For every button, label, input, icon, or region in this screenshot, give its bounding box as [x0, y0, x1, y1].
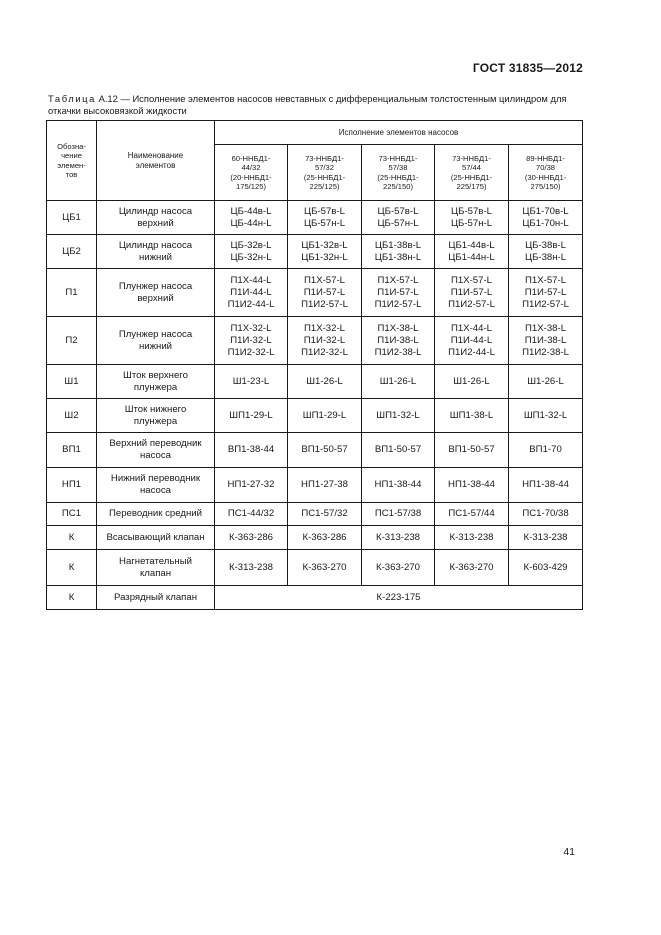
- value-cell: ЦБ-57в-L ЦБ-57н-L: [362, 201, 435, 235]
- table-row: [47, 235, 583, 269]
- table-row: [47, 503, 583, 526]
- variant-header-1: 60-ННБД1- 44/32 (20-ННБД1- 175/125): [215, 145, 288, 201]
- value-cell: П1Х-38-L П1И-38-L П1И2-38-L: [362, 317, 435, 365]
- value-cell: ШП1-29-L: [288, 399, 362, 433]
- variant-header-2: 73-ННБД1- 57/32 (25-ННБД1- 225/125): [288, 145, 362, 201]
- table-row: [47, 201, 583, 235]
- value-cell: ЦБ-57в-L ЦБ-57н-L: [288, 201, 362, 235]
- value-cell: ПС1-44/32: [215, 503, 288, 526]
- element-code: ЦБ2: [47, 235, 97, 269]
- value-cell: ВП1-50-57: [362, 433, 435, 468]
- value-cell: П1Х-57-L П1И-57-L П1И2-57-L: [362, 269, 435, 317]
- value-cell: ПС1-57/38: [362, 503, 435, 526]
- value-cell: К-313-238: [509, 526, 583, 550]
- element-code: НП1: [47, 468, 97, 503]
- value-cell: ПС1-57/44: [435, 503, 509, 526]
- element-code: Ш2: [47, 399, 97, 433]
- pump-elements-table: [46, 120, 583, 610]
- element-name: Цилиндр насоса верхний: [97, 201, 215, 235]
- element-name: Верхний переводник насоса: [97, 433, 215, 468]
- element-code: К: [47, 586, 97, 610]
- value-cell: ВП1-50-57: [288, 433, 362, 468]
- element-name: Всасывающий клапан: [97, 526, 215, 550]
- page-number: 41: [563, 846, 575, 858]
- caption-text: А.12 — Исполнение элементов насосов невставных с дифференциальным толстостенным цилиндром для откачки высоковязкой жидкости: [48, 93, 567, 116]
- table-row: [47, 399, 583, 433]
- designation-header: Обозна- чение элемен- тов: [47, 121, 97, 201]
- value-cell: К-313-238: [435, 526, 509, 550]
- value-cell: ШП1-32-L: [509, 399, 583, 433]
- value-cell: ШП1-29-L: [215, 399, 288, 433]
- table-row: [47, 269, 583, 317]
- element-name: Шток нижнего плунжера: [97, 399, 215, 433]
- element-name: Плунжер насоса нижний: [97, 317, 215, 365]
- element-name: Шток верхнего плунжера: [97, 365, 215, 399]
- table-row: [47, 550, 583, 586]
- element-code: П1: [47, 269, 97, 317]
- value-cell: К-313-238: [362, 526, 435, 550]
- element-name: Нагнетательный клапан: [97, 550, 215, 586]
- value-cell: К-313-238: [215, 550, 288, 586]
- value-cell: ЦБ-44в-L ЦБ-44н-L: [215, 201, 288, 235]
- value-cell: НП1-27-32: [215, 468, 288, 503]
- element-code: К: [47, 526, 97, 550]
- element-code: П2: [47, 317, 97, 365]
- table-caption: [48, 93, 588, 117]
- element-name: Разрядный клапан: [97, 586, 215, 610]
- value-cell: П1Х-32-L П1И-32-L П1И2-32-L: [288, 317, 362, 365]
- value-cell: НП1-38-44: [435, 468, 509, 503]
- value-cell: ЦБ-32в-L ЦБ-32н-L: [215, 235, 288, 269]
- value-cell: ШП1-32-L: [362, 399, 435, 433]
- value-cell: ВП1-70: [509, 433, 583, 468]
- value-cell: ВП1-38-44: [215, 433, 288, 468]
- table-row: [47, 468, 583, 503]
- table-row: [47, 526, 583, 550]
- value-cell: ЦБ1-70в-L ЦБ1-70н-L: [509, 201, 583, 235]
- value-cell: К-603-429: [509, 550, 583, 586]
- value-cell: П1Х-38-L П1И-38-L П1И2-38-L: [509, 317, 583, 365]
- value-cell: Ш1-23-L: [215, 365, 288, 399]
- value-cell: Ш1-26-L: [362, 365, 435, 399]
- value-cell: П1Х-32-L П1И-32-L П1И2-32-L: [215, 317, 288, 365]
- value-cell: Ш1-26-L: [435, 365, 509, 399]
- value-cell: П1Х-57-L П1И-57-L П1И2-57-L: [435, 269, 509, 317]
- value-cell: НП1-38-44: [362, 468, 435, 503]
- value-cell: П1Х-44-L П1И-44-L П1И2-44-L: [435, 317, 509, 365]
- value-cell: ЦБ-38в-L ЦБ-38н-L: [509, 235, 583, 269]
- table-row: [47, 433, 583, 468]
- variants-group-header: Исполнение элементов насосов: [215, 121, 583, 145]
- value-cell: ПС1-57/32: [288, 503, 362, 526]
- header-row-1: [47, 121, 583, 145]
- value-cell: ЦБ-57в-L ЦБ-57н-L: [435, 201, 509, 235]
- table-row: [47, 365, 583, 399]
- value-cell: ВП1-50-57: [435, 433, 509, 468]
- value-cell: НП1-27-38: [288, 468, 362, 503]
- standard-header: ГОСТ 31835—2012: [472, 61, 583, 75]
- caption-label: Таблица: [48, 93, 96, 104]
- value-cell: К-363-270: [288, 550, 362, 586]
- value-cell: П1Х-44-L П1И-44-L П1И2-44-L: [215, 269, 288, 317]
- merged-value-cell: К-223-175: [215, 586, 583, 610]
- value-cell: К-363-270: [362, 550, 435, 586]
- element-name: Цилиндр насоса нижний: [97, 235, 215, 269]
- variant-header-3: 73-ННБД1- 57/38 (25-ННБД1- 225/150): [362, 145, 435, 201]
- value-cell: П1Х-57-L П1И-57-L П1И2-57-L: [509, 269, 583, 317]
- element-code: ЦБ1: [47, 201, 97, 235]
- value-cell: ЦБ1-44в-L ЦБ1-44н-L: [435, 235, 509, 269]
- value-cell: ЦБ1-32в-L ЦБ1-32н-L: [288, 235, 362, 269]
- value-cell: ШП1-38-L: [435, 399, 509, 433]
- value-cell: К-363-270: [435, 550, 509, 586]
- variant-header-4: 73-ННБД1- 57/44 (25-ННБД1- 225/175): [435, 145, 509, 201]
- element-name: Переводник средний: [97, 503, 215, 526]
- value-cell: Ш1-26-L: [509, 365, 583, 399]
- value-cell: П1Х-57-L П1И-57-L П1И2-57-L: [288, 269, 362, 317]
- value-cell: Ш1-26-L: [288, 365, 362, 399]
- table-row: [47, 586, 583, 610]
- value-cell: ЦБ1-38в-L ЦБ1-38н-L: [362, 235, 435, 269]
- element-name: Плунжер насоса верхний: [97, 269, 215, 317]
- value-cell: ПС1-70/38: [509, 503, 583, 526]
- element-name: Нижний переводник насоса: [97, 468, 215, 503]
- value-cell: К-363-286: [215, 526, 288, 550]
- element-code: Ш1: [47, 365, 97, 399]
- table-row: [47, 317, 583, 365]
- value-cell: К-363-286: [288, 526, 362, 550]
- element-code: ВП1: [47, 433, 97, 468]
- element-code: ПС1: [47, 503, 97, 526]
- variant-header-5: 89-ННБД1- 70/38 (30-ННБД1- 275/150): [509, 145, 583, 201]
- value-cell: НП1-38-44: [509, 468, 583, 503]
- name-header: Наименование элементов: [97, 121, 215, 201]
- element-code: К: [47, 550, 97, 586]
